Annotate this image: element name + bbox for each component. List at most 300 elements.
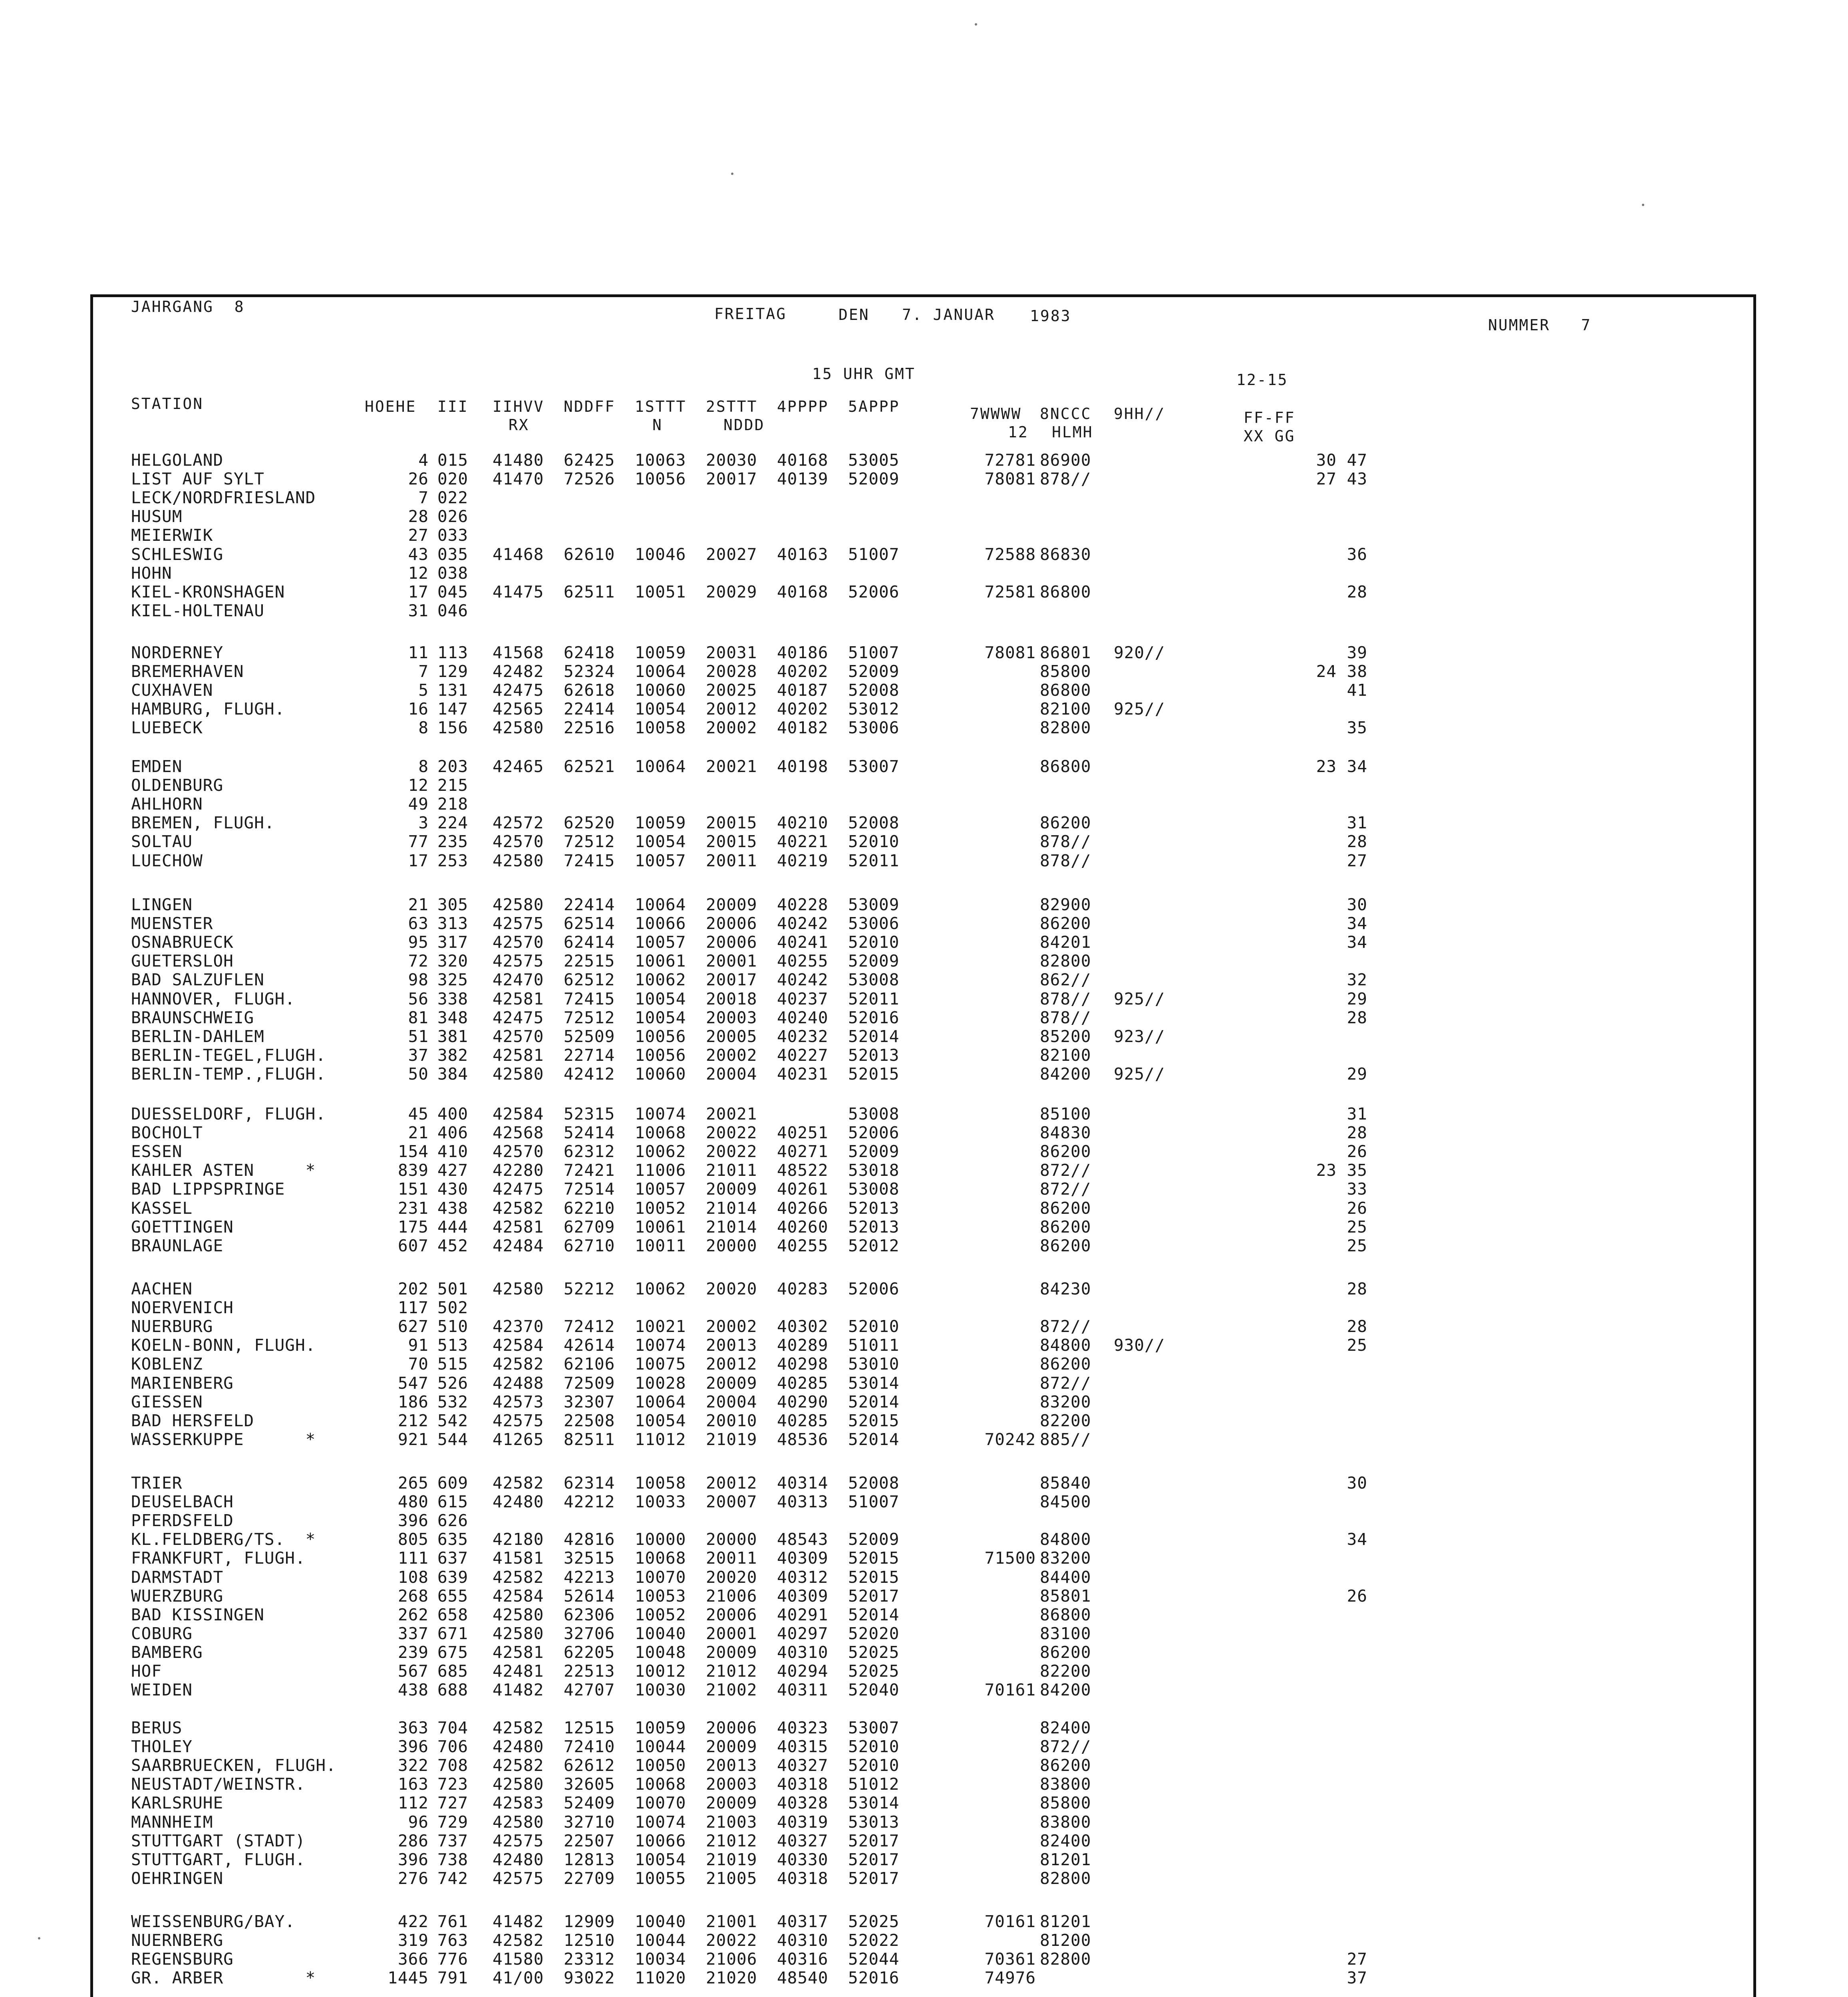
iii: 305 <box>437 895 469 914</box>
iii: 515 <box>437 1354 469 1374</box>
ff-gust: 34 <box>1347 1530 1367 1549</box>
period-label: 12-15 <box>1236 371 1288 389</box>
ff-gust: 27 <box>1347 851 1367 870</box>
iii: 708 <box>437 1756 469 1775</box>
ff-gust: 31 <box>1347 1104 1367 1124</box>
group-4pppp: 40330 <box>777 1850 829 1869</box>
group-8nccc: 82800 <box>1040 1949 1091 1969</box>
group-2sttt: 20012 <box>706 1473 757 1493</box>
ff-gust: 29 <box>1347 989 1367 1008</box>
iii: 218 <box>437 794 469 814</box>
group-2sttt: 20017 <box>706 469 757 489</box>
station-name: BAD SALZUFLEN <box>131 970 264 990</box>
group-4pppp: 40327 <box>777 1831 829 1850</box>
hoehe: 21 <box>408 895 429 914</box>
iihvv: 42570 <box>493 1142 544 1161</box>
nddff: 93022 <box>564 1968 615 1988</box>
group-8nccc: 878// <box>1040 851 1091 870</box>
group-8nccc: 86800 <box>1040 582 1091 601</box>
group-5appp: 52009 <box>848 662 900 681</box>
group-7wwww: 72588 <box>984 544 1036 564</box>
group-5appp: 53008 <box>848 1104 900 1124</box>
iii: 026 <box>437 507 469 526</box>
group-4pppp: 40231 <box>777 1064 829 1084</box>
group-2sttt: 20022 <box>706 1931 757 1950</box>
hoehe: 63 <box>408 914 429 933</box>
group-9hh: 925// <box>1114 699 1165 719</box>
station-name: NEUSTADT/WEINSTR. <box>131 1775 306 1794</box>
iii: 022 <box>437 488 469 508</box>
iihvv: 41482 <box>493 1680 544 1700</box>
group-4pppp: 40202 <box>777 699 829 719</box>
iii: 658 <box>437 1605 469 1624</box>
iii: 704 <box>437 1718 469 1737</box>
station-name: BREMERHAVEN <box>131 662 244 681</box>
group-1sttt: 10054 <box>635 699 686 719</box>
group-1sttt: 10056 <box>635 469 686 489</box>
hoehe: 45 <box>408 1104 429 1124</box>
group-7wwww: 78081 <box>984 469 1036 489</box>
group-2sttt: 20000 <box>706 1236 757 1255</box>
hoehe: 202 <box>397 1279 429 1298</box>
iii: 444 <box>437 1217 469 1237</box>
hoehe: 422 <box>397 1912 429 1931</box>
station-name: HOF <box>131 1662 162 1681</box>
iii: 609 <box>437 1473 469 1493</box>
paper-speck <box>1642 204 1644 206</box>
group-8nccc: 885// <box>1040 1429 1091 1449</box>
group-1sttt: 10050 <box>635 1756 686 1775</box>
iihvv: 42580 <box>493 1064 544 1084</box>
nddff: 72415 <box>564 851 615 870</box>
hoehe: 154 <box>397 1142 429 1161</box>
group-2sttt: 20027 <box>706 544 757 564</box>
iii: 688 <box>437 1680 469 1700</box>
station-name: DUESSELDORF, FLUGH. <box>131 1104 326 1124</box>
station-name: HANNOVER, FLUGH. <box>131 989 295 1008</box>
group-5appp: 51011 <box>848 1336 900 1355</box>
nddff: 22507 <box>564 1831 615 1850</box>
iihvv: 42475 <box>493 681 544 700</box>
group-2sttt: 21012 <box>706 1831 757 1850</box>
group-1sttt: 10074 <box>635 1812 686 1832</box>
hoehe: 12 <box>408 563 429 583</box>
nddff: 52409 <box>564 1793 615 1813</box>
group-4pppp: 40298 <box>777 1354 829 1374</box>
group-8nccc: 82800 <box>1040 718 1091 738</box>
group-7wwww: 78081 <box>984 643 1036 662</box>
group-7wwww: 70161 <box>984 1680 1036 1700</box>
iihvv: 42583 <box>493 1793 544 1813</box>
ff-gust: 39 <box>1347 643 1367 662</box>
group-1sttt: 10034 <box>635 1949 686 1969</box>
col-7wwww: 7WWWW <box>970 405 1022 423</box>
station-name: BREMEN, FLUGH. <box>131 813 275 833</box>
ff-gust: 28 <box>1347 582 1367 601</box>
ff-gust: 29 <box>1347 1064 1367 1084</box>
group-4pppp: 40285 <box>777 1411 829 1430</box>
iii: 131 <box>437 681 469 700</box>
group-8nccc: 872// <box>1040 1317 1091 1336</box>
group-8nccc: 84800 <box>1040 1530 1091 1549</box>
group-5appp: 52014 <box>848 1429 900 1449</box>
station-name: KIEL-KRONSHAGEN <box>131 582 285 601</box>
group-4pppp: 40328 <box>777 1793 829 1813</box>
group-5appp: 52016 <box>848 1968 900 1988</box>
group-5appp: 52025 <box>848 1642 900 1662</box>
iii: 382 <box>437 1045 469 1065</box>
iihvv: 42570 <box>493 933 544 952</box>
group-2sttt: 20013 <box>706 1756 757 1775</box>
group-2sttt: 21019 <box>706 1429 757 1449</box>
group-4pppp: 48522 <box>777 1161 829 1180</box>
group-2sttt: 21014 <box>706 1217 757 1237</box>
group-5appp: 52011 <box>848 989 900 1008</box>
hoehe: 175 <box>397 1217 429 1237</box>
iihvv: 42570 <box>493 832 544 852</box>
group-5appp: 52017 <box>848 1868 900 1888</box>
group-8nccc: 85840 <box>1040 1473 1091 1493</box>
group-1sttt: 10012 <box>635 1662 686 1681</box>
iihvv: 42575 <box>493 914 544 933</box>
nddff: 22513 <box>564 1662 615 1681</box>
paper-speck <box>38 1937 40 1939</box>
group-4pppp: 40168 <box>777 451 829 470</box>
col-9hh: 9HH// <box>1114 405 1166 423</box>
group-4pppp: 40219 <box>777 851 829 870</box>
group-1sttt: 10061 <box>635 1217 686 1237</box>
iihvv: 42488 <box>493 1373 544 1393</box>
iii: 406 <box>437 1123 469 1143</box>
hoehe: 363 <box>397 1718 429 1737</box>
hoehe: 26 <box>408 469 429 489</box>
group-5appp: 52008 <box>848 813 900 833</box>
station-name: BOCHOLT <box>131 1123 203 1143</box>
group-1sttt: 10061 <box>635 951 686 971</box>
group-4pppp: 40314 <box>777 1473 829 1493</box>
group-4pppp: 40310 <box>777 1931 829 1950</box>
iihvv: 42584 <box>493 1586 544 1606</box>
nddff: 32710 <box>564 1812 615 1832</box>
paper-speck <box>731 173 733 175</box>
hoehe: 438 <box>397 1680 429 1700</box>
group-8nccc: 878// <box>1040 1008 1091 1027</box>
hoehe: 11 <box>408 643 429 662</box>
station-name: KIEL-HOLTENAU <box>131 601 264 620</box>
group-4pppp: 40289 <box>777 1336 829 1355</box>
group-2sttt: 21020 <box>706 1968 757 1988</box>
hoehe: 627 <box>397 1317 429 1336</box>
iihvv: 42580 <box>493 1605 544 1624</box>
nddff: 62314 <box>564 1473 615 1493</box>
station-name: BERLIN-TEMP.,FLUGH. <box>131 1064 326 1084</box>
nddff: 22714 <box>564 1045 615 1065</box>
group-2sttt: 21019 <box>706 1850 757 1869</box>
station-name: LUEBECK <box>131 718 203 738</box>
iihvv: 42280 <box>493 1161 544 1180</box>
group-8nccc: 86900 <box>1040 451 1091 470</box>
nddff: 12909 <box>564 1912 615 1931</box>
group-7wwww: 72781 <box>984 451 1036 470</box>
iii: 706 <box>437 1737 469 1757</box>
group-8nccc: 83800 <box>1040 1812 1091 1832</box>
hoehe: 3 <box>418 813 429 833</box>
iii: 020 <box>437 469 469 489</box>
group-5appp: 51007 <box>848 1492 900 1512</box>
station-name: KOBLENZ <box>131 1354 203 1374</box>
nddff: 52212 <box>564 1279 615 1298</box>
nddff: 52315 <box>564 1104 615 1124</box>
nddff: 72415 <box>564 989 615 1008</box>
station-name: FRANKFURT, FLUGH. <box>131 1548 306 1568</box>
iihvv: 42580 <box>493 851 544 870</box>
iihvv: 42465 <box>493 757 544 776</box>
nddff: 62709 <box>564 1217 615 1237</box>
iii: 452 <box>437 1236 469 1255</box>
nddff: 22508 <box>564 1411 615 1430</box>
nddff: 62710 <box>564 1236 615 1255</box>
group-5appp: 53008 <box>848 970 900 990</box>
ff-gust: 30 <box>1347 895 1367 914</box>
nddff: 72514 <box>564 1179 615 1199</box>
group-8nccc: 81200 <box>1040 1931 1091 1950</box>
iii: 410 <box>437 1142 469 1161</box>
col-1sttt-sub: N <box>652 416 663 434</box>
group-5appp: 51007 <box>848 544 900 564</box>
group-4pppp: 40297 <box>777 1624 829 1643</box>
hoehe: 50 <box>408 1064 429 1084</box>
iii: 203 <box>437 757 469 776</box>
group-4pppp: 40309 <box>777 1586 829 1606</box>
group-5appp: 53005 <box>848 451 900 470</box>
station-name: REGENSBURG <box>131 1949 234 1969</box>
group-2sttt: 20009 <box>706 895 757 914</box>
station-name: EMDEN <box>131 757 183 776</box>
nddff: 42816 <box>564 1530 615 1549</box>
group-5appp: 53013 <box>848 1812 900 1832</box>
station-name: BERUS <box>131 1718 183 1737</box>
group-4pppp: 40232 <box>777 1026 829 1046</box>
group-2sttt: 20003 <box>706 1008 757 1027</box>
group-2sttt: 21003 <box>706 1812 757 1832</box>
iihvv: 42582 <box>493 1756 544 1775</box>
group-5appp: 52015 <box>848 1064 900 1084</box>
group-8nccc: 872// <box>1040 1737 1091 1757</box>
ff-gust: 37 <box>1347 1968 1367 1988</box>
group-2sttt: 20015 <box>706 832 757 852</box>
iii: 615 <box>437 1492 469 1512</box>
group-5appp: 52016 <box>848 1008 900 1027</box>
iihvv: 42581 <box>493 1642 544 1662</box>
iii: 742 <box>437 1868 469 1888</box>
iii: 685 <box>437 1662 469 1681</box>
iii: 129 <box>437 662 469 681</box>
station-name: WUERZBURG <box>131 1586 224 1606</box>
group-8nccc: 872// <box>1040 1161 1091 1180</box>
group-1sttt: 10052 <box>635 1198 686 1218</box>
group-5appp: 53006 <box>848 718 900 738</box>
nddff: 12813 <box>564 1850 615 1869</box>
group-1sttt: 10068 <box>635 1548 686 1568</box>
group-2sttt: 20025 <box>706 681 757 700</box>
hoehe: 921 <box>397 1429 429 1449</box>
nddff: 22709 <box>564 1868 615 1888</box>
group-5appp: 52013 <box>848 1045 900 1065</box>
group-2sttt: 20007 <box>706 1492 757 1512</box>
group-4pppp: 40163 <box>777 544 829 564</box>
ff-gust: 28 <box>1347 1008 1367 1027</box>
iihvv: 41/00 <box>493 1968 544 1988</box>
group-5appp: 52015 <box>848 1567 900 1587</box>
hoehe: 49 <box>408 794 429 814</box>
group-5appp: 53008 <box>848 1179 900 1199</box>
group-4pppp: 40266 <box>777 1198 829 1218</box>
group-2sttt: 20012 <box>706 699 757 719</box>
group-5appp: 53014 <box>848 1373 900 1393</box>
iii: 501 <box>437 1279 469 1298</box>
iii: 729 <box>437 1812 469 1832</box>
group-8nccc: 86800 <box>1040 757 1091 776</box>
group-9hh: 920// <box>1114 643 1165 662</box>
hoehe: 239 <box>397 1642 429 1662</box>
group-5appp: 52006 <box>848 582 900 601</box>
report-frame <box>90 294 1756 1997</box>
group-8nccc: 82800 <box>1040 1868 1091 1888</box>
ff-gust: 26 <box>1347 1142 1367 1161</box>
group-5appp: 52015 <box>848 1548 900 1568</box>
station-name: BRAUNSCHWEIG <box>131 1008 254 1027</box>
group-8nccc: 878// <box>1040 989 1091 1008</box>
group-4pppp: 40221 <box>777 832 829 852</box>
group-1sttt: 10059 <box>635 643 686 662</box>
iii: 776 <box>437 1949 469 1969</box>
group-1sttt: 10068 <box>635 1775 686 1794</box>
group-5appp: 52008 <box>848 1473 900 1493</box>
group-4pppp: 40187 <box>777 681 829 700</box>
hoehe: 17 <box>408 582 429 601</box>
group-2sttt: 20009 <box>706 1373 757 1393</box>
group-4pppp: 40317 <box>777 1912 829 1931</box>
group-8nccc: 86200 <box>1040 1642 1091 1662</box>
group-8nccc: 82900 <box>1040 895 1091 914</box>
ff-gust: 26 <box>1347 1198 1367 1218</box>
group-8nccc: 86200 <box>1040 1756 1091 1775</box>
nddff: 62306 <box>564 1605 615 1624</box>
group-8nccc: 83200 <box>1040 1392 1091 1411</box>
group-1sttt: 10062 <box>635 970 686 990</box>
group-9hh: 923// <box>1114 1026 1165 1046</box>
iii: 723 <box>437 1775 469 1794</box>
iii: 675 <box>437 1642 469 1662</box>
group-1sttt: 10074 <box>635 1104 686 1124</box>
group-4pppp: 40240 <box>777 1008 829 1027</box>
station-name: GIESSEN <box>131 1392 203 1411</box>
iihvv: 41482 <box>493 1912 544 1931</box>
group-5appp: 52017 <box>848 1850 900 1869</box>
iihvv: 41475 <box>493 582 544 601</box>
group-4pppp: 40261 <box>777 1179 829 1199</box>
hoehe: 70 <box>408 1354 429 1374</box>
group-1sttt: 10054 <box>635 832 686 852</box>
nddff: 72412 <box>564 1317 615 1336</box>
hoehe: 56 <box>408 989 429 1008</box>
col-4pppp: 4PPPP <box>777 398 829 415</box>
iii: 438 <box>437 1198 469 1218</box>
hoehe: 117 <box>397 1298 429 1318</box>
iii: 325 <box>437 970 469 990</box>
iihvv: 42582 <box>493 1354 544 1374</box>
group-8nccc: 84200 <box>1040 1064 1091 1084</box>
group-2sttt: 20004 <box>706 1064 757 1084</box>
nddff: 22414 <box>564 699 615 719</box>
nddff: 72526 <box>564 469 615 489</box>
group-2sttt: 21005 <box>706 1868 757 1888</box>
iihvv: 42484 <box>493 1236 544 1255</box>
group-1sttt: 11006 <box>635 1161 686 1180</box>
station-name: NUERNBERG <box>131 1931 224 1950</box>
group-8nccc: 82200 <box>1040 1411 1091 1430</box>
col-hoehe: HOEHE <box>365 398 417 415</box>
group-5appp: 53007 <box>848 1718 900 1737</box>
nddff: 12515 <box>564 1718 615 1737</box>
station-name: MANNHEIM <box>131 1812 213 1832</box>
station-name: GUETERSLOH <box>131 951 234 971</box>
nddff: 62511 <box>564 582 615 601</box>
group-4pppp: 40309 <box>777 1548 829 1568</box>
group-1sttt: 10057 <box>635 933 686 952</box>
hoehe: 21 <box>408 1123 429 1143</box>
group-2sttt: 20011 <box>706 1548 757 1568</box>
hoehe: 16 <box>408 699 429 719</box>
group-1sttt: 10058 <box>635 1473 686 1493</box>
group-7wwww: 70242 <box>984 1429 1036 1449</box>
iii: 033 <box>437 526 469 545</box>
group-4pppp: 40294 <box>777 1662 829 1681</box>
col-station: STATION <box>131 395 204 413</box>
group-1sttt: 10075 <box>635 1354 686 1374</box>
iihvv: 41581 <box>493 1548 544 1568</box>
group-2sttt: 20018 <box>706 989 757 1008</box>
col-iihvv-sub: RX <box>509 416 529 434</box>
group-1sttt: 10051 <box>635 582 686 601</box>
group-5appp: 52017 <box>848 1586 900 1606</box>
group-8nccc: 86800 <box>1040 681 1091 700</box>
iihvv: 42575 <box>493 1868 544 1888</box>
col-8nccc: 8NCCC <box>1040 405 1092 423</box>
ff-gust: 26 <box>1347 1586 1367 1606</box>
iii: 215 <box>437 776 469 795</box>
iihvv: 42582 <box>493 1567 544 1587</box>
group-2sttt: 20020 <box>706 1567 757 1587</box>
iii: 253 <box>437 851 469 870</box>
group-5appp: 52044 <box>848 1949 900 1969</box>
station-name: SCHLESWIG <box>131 544 224 564</box>
group-1sttt: 10057 <box>635 851 686 870</box>
nddff: 62520 <box>564 813 615 833</box>
nddff: 32706 <box>564 1624 615 1643</box>
iii: 738 <box>437 1850 469 1869</box>
station-name: KAHLER ASTEN * <box>131 1161 316 1180</box>
station-name: AACHEN <box>131 1279 193 1298</box>
station-name: BAD KISSINGEN <box>131 1605 264 1624</box>
iihvv: 42575 <box>493 1411 544 1430</box>
group-2sttt: 20005 <box>706 1026 757 1046</box>
group-1sttt: 10059 <box>635 1718 686 1737</box>
group-5appp: 52013 <box>848 1198 900 1218</box>
nddff: 72512 <box>564 832 615 852</box>
station-name: NOERVENICH <box>131 1298 234 1318</box>
station-name: GOETTINGEN <box>131 1217 234 1237</box>
